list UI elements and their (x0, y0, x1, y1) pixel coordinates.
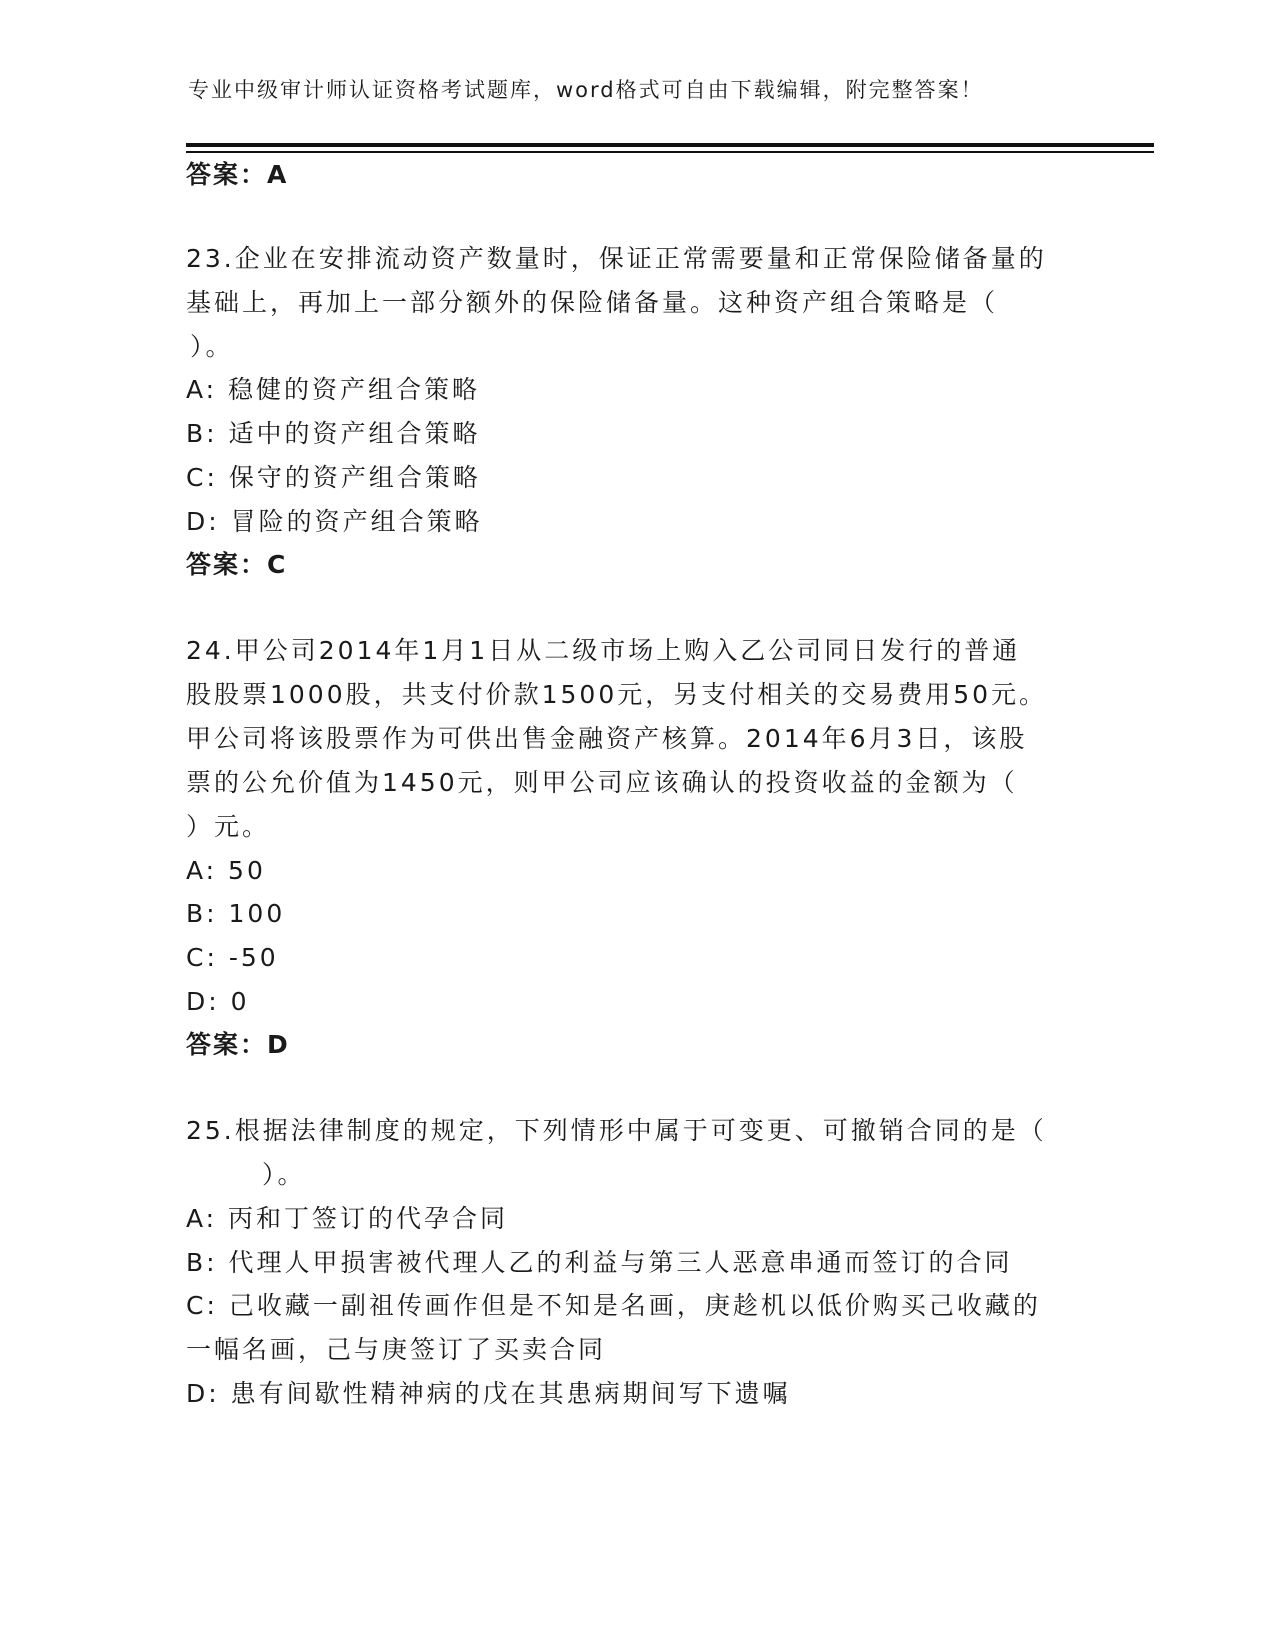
question-23-line-3: ）。 (190, 332, 234, 361)
question-23-option-a: A: 稳健的资产组合策略 (186, 375, 481, 404)
header-rule-thick (186, 143, 1154, 147)
question-23-option-d: D: 冒险的资产组合策略 (186, 507, 483, 536)
question-25-option-b: B: 代理人甲损害被代理人乙的利益与第三人恶意串通而签订的合同 (186, 1248, 1013, 1277)
question-24-line-3: 甲公司将该股票作为可供出售金融资产核算。2014年6月3日，该股 (186, 724, 1028, 753)
question-25-option-c-cont: 一幅名画，己与庚签订了买卖合同 (186, 1335, 607, 1364)
question-24-option-b: B: 100 (186, 899, 286, 928)
question-24-line-2: 股股票1000股，共支付价款1500元，另支付相关的交易费用50元。 (186, 680, 1048, 709)
question-25-line-1: 25.根据法律制度的规定，下列情形中属于可变更、可撤销合同的是（ (186, 1116, 1047, 1145)
previous-answer: 答案：A (186, 160, 289, 189)
question-25-option-c: C: 己收藏一副祖传画作但是不知是名画，庚趁机以低价购买己收藏的 (186, 1291, 1041, 1320)
question-23-option-c: C: 保守的资产组合策略 (186, 463, 481, 492)
question-23-option-b: B: 适中的资产组合策略 (186, 419, 481, 448)
question-24-line-5: ）元。 (186, 812, 271, 841)
question-24-line-1: 24.甲公司2014年1月1日从二级市场上购入乙公司同日发行的普通 (186, 636, 1021, 665)
question-24-option-c: C: -50 (186, 943, 279, 972)
question-24-option-a: A: 50 (186, 856, 266, 885)
page-header: 专业中级审计师认证资格考试题库，word格式可自由下载编辑，附完整答案！ (188, 78, 984, 102)
question-25-option-a: A: 丙和丁签订的代孕合同 (186, 1204, 509, 1233)
question-24-option-d: D: 0 (186, 987, 250, 1016)
header-rule-thin (186, 151, 1154, 153)
question-23-line-2: 基础上，再加上一部分额外的保险储备量。这种资产组合策略是（ (186, 288, 999, 317)
question-25-line-2: ）。 (262, 1160, 306, 1189)
question-24-line-4: 票的公允价值为1450元，则甲公司应该确认的投资收益的金额为（ (186, 768, 1018, 797)
question-23-line-1: 23.企业在安排流动资产数量时，保证正常需要量和正常保险储备量的 (186, 244, 1047, 273)
question-25-option-d: D: 患有间歇性精神病的戊在其患病期间写下遗嘱 (186, 1379, 791, 1408)
question-24-answer: 答案：D (186, 1030, 290, 1059)
question-23-answer: 答案：C (186, 550, 288, 579)
